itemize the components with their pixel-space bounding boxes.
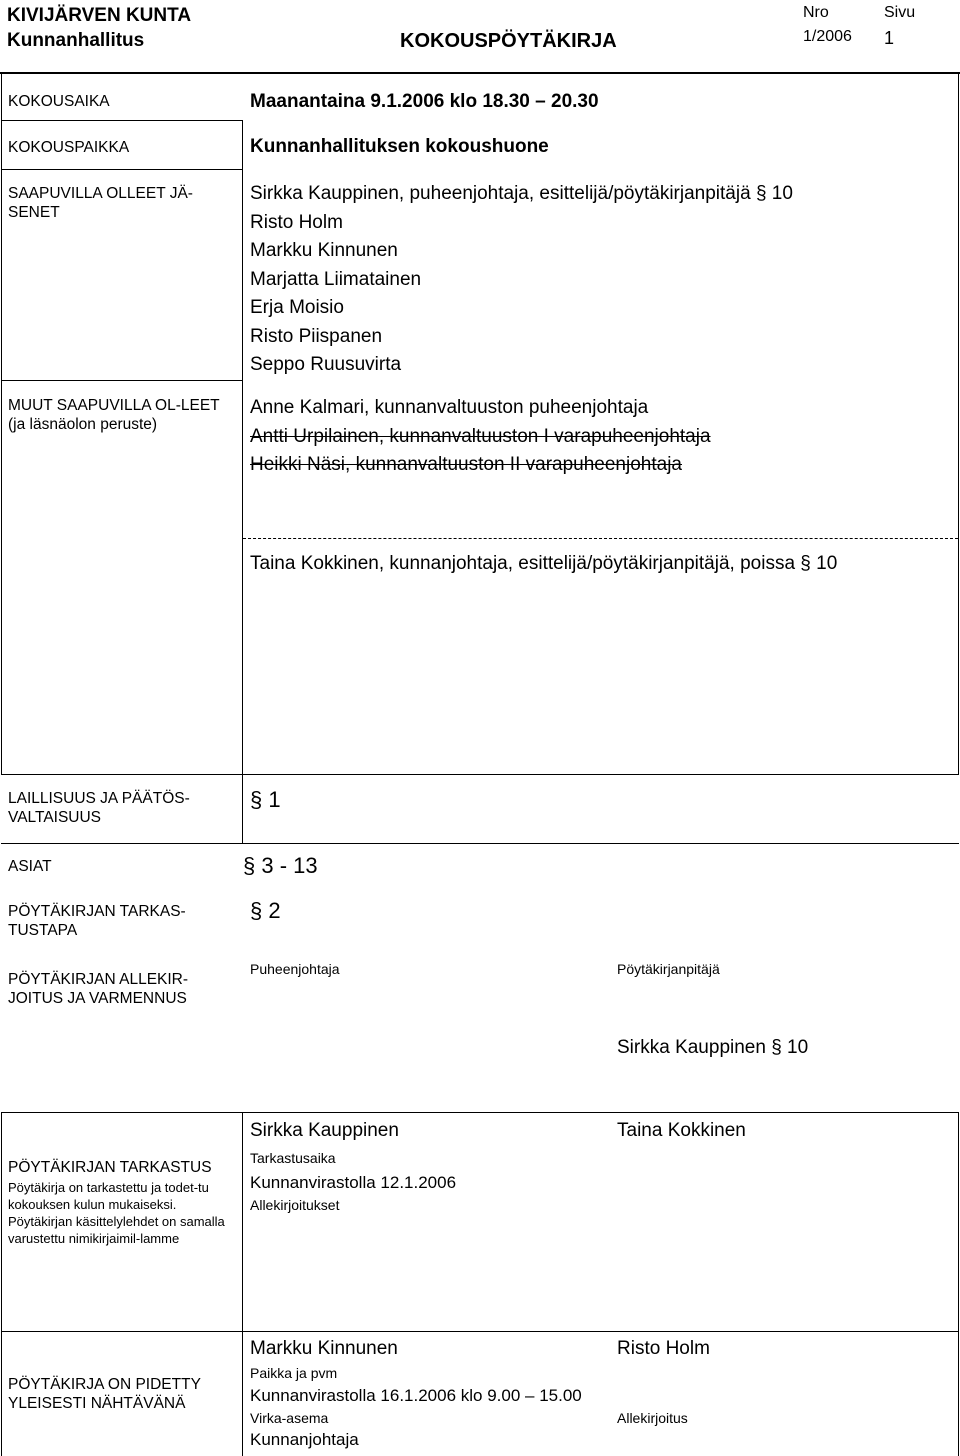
dashed-separator (243, 538, 958, 539)
member-item: Risto Piispanen (250, 325, 383, 347)
column-divider-bottom (242, 1331, 243, 1456)
column-divider-laillisuus (242, 774, 243, 844)
member-item: Seppo Ruusuvirta (250, 354, 402, 375)
signature-label: Allekirjoitus (617, 1410, 688, 1426)
header-rule (0, 72, 960, 74)
doc-title: KOKOUSPÖYTÄKIRJA (400, 30, 617, 52)
tarkastusaika-value: Kunnanvirastolla 12.1.2006 (250, 1173, 457, 1192)
member-item: Markku Kinnunen (250, 240, 398, 261)
signer-2: Risto Holm (617, 1338, 710, 1359)
saapuvilla-label: SAAPUVILLA OLLEET JÄ-SENET (8, 185, 193, 221)
tarkastus-desc: Pöytäkirja on tarkastettu ja todet-tu kokouksen kulun mukaiseksi. Pöytäkirjan käsittelylehdet on samalla varustettu nimikirjaimil-lamme (8, 1180, 225, 1246)
row-rule-2 (1, 169, 243, 170)
laillisuus-value: § 1 (250, 787, 281, 812)
member-item: Erja Moisio (250, 297, 344, 318)
nro-value: 1/2006 (803, 28, 852, 45)
other-attendee-extra: Taina Kokkinen, kunnanjohtaja, esittelijä/pöytäkirjanpitäjä, poissa § 10 (250, 553, 838, 574)
other-attendee-item-struck: Antti Urpilainen, kunnanvaltuuston I varapuheenjohtaja (250, 425, 711, 447)
right-border-bottom (958, 1331, 959, 1456)
tarkastus-title: PÖYTÄKIRJAN TARKASTUS (8, 1159, 212, 1176)
other-attendee-item: Anne Kalmari, kunnanvaltuuston puheenjohtaja (250, 397, 649, 418)
place-label: Paikka ja pvm (250, 1365, 338, 1381)
laillisuus-label: LAILLISUUS JA PÄÄTÖS-VALTAISUUS (8, 790, 190, 826)
chair-label: Puheenjohtaja (250, 961, 340, 977)
secretary-name: Taina Kokkinen (617, 1120, 746, 1141)
member-item: Sirkka Kauppinen, puheenjohtaja, esittelijä/pöytäkirjanpitäjä § 10 (250, 183, 793, 204)
allekirjoitus-label: PÖYTÄKIRJAN ALLEKIR-JOITUS JA VARMENNUS (8, 971, 189, 1007)
row-rule-5 (1, 843, 959, 844)
row-rule-6 (1, 1112, 959, 1113)
chair-name: Sirkka Kauppinen (250, 1120, 399, 1141)
kokouspaikka-label: KOKOUSPAIKKA (8, 139, 130, 156)
secretary-note: Sirkka Kauppinen § 10 (617, 1037, 809, 1058)
left-border-bottom (1, 1331, 2, 1456)
left-border-tarkastus (1, 1112, 2, 1332)
position-label: Virka-asema (250, 1410, 329, 1426)
secretary-label: Pöytäkirjanpitäjä (617, 961, 720, 977)
asiat-label: ASIAT (8, 858, 52, 875)
nro-label: Nro (803, 4, 829, 21)
member-item: Marjatta Liimatainen (250, 268, 422, 290)
asiat-value: § 3 - 13 (243, 853, 318, 878)
allekirjoitukset-label: Allekirjoitukset (250, 1197, 340, 1213)
org-name: KIVIJÄRVEN KUNTA (7, 5, 192, 26)
column-divider-top (242, 120, 243, 775)
other-attendee-list (250, 394, 711, 480)
signer-1: Markku Kinnunen (250, 1338, 398, 1359)
muut-label: MUUT SAAPUVILLA OL-LEET (ja läsnäolon peruste) (8, 397, 220, 433)
nahtavana-title: PÖYTÄKIRJA ON PIDETTY YLEISESTI NÄHTÄVÄNÄ (8, 1376, 201, 1412)
row-rule-7 (1, 1331, 959, 1332)
position-value: Kunnanjohtaja (250, 1430, 359, 1449)
member-item: Risto Holm (250, 211, 343, 233)
place-value: Kunnanvirastolla 16.1.2006 klo 9.00 – 15.00 (250, 1386, 582, 1405)
column-divider-tarkastus (242, 1112, 243, 1332)
kokousaika-label: KOKOUSAIKA (8, 93, 110, 110)
tarkastustapa-value: § 2 (250, 898, 281, 923)
row-rule-1 (1, 120, 243, 121)
tarkastustapa-label: PÖYTÄKIRJAN TARKAS-TUSTAPA (8, 903, 186, 939)
tarkastusaika-label: Tarkastusaika (250, 1150, 336, 1166)
row-rule-4 (1, 774, 959, 775)
row-rule-3 (1, 380, 243, 381)
left-border-top (1, 72, 2, 775)
other-attendee-item-struck: Heikki Näsi, kunnanvaltuuston II varapuheenjohtaja (250, 454, 682, 475)
right-border-tarkastus (958, 1112, 959, 1332)
dept-name: Kunnanhallitus (7, 30, 145, 51)
member-list (250, 180, 793, 380)
sivu-value: 1 (884, 28, 895, 48)
kokouspaikka-value: Kunnanhallituksen kokoushuone (250, 136, 549, 157)
kokousaika-value: Maanantaina 9.1.2006 klo 18.30 – 20.30 (250, 91, 599, 112)
right-border-top (958, 72, 959, 775)
sivu-label: Sivu (884, 4, 916, 21)
